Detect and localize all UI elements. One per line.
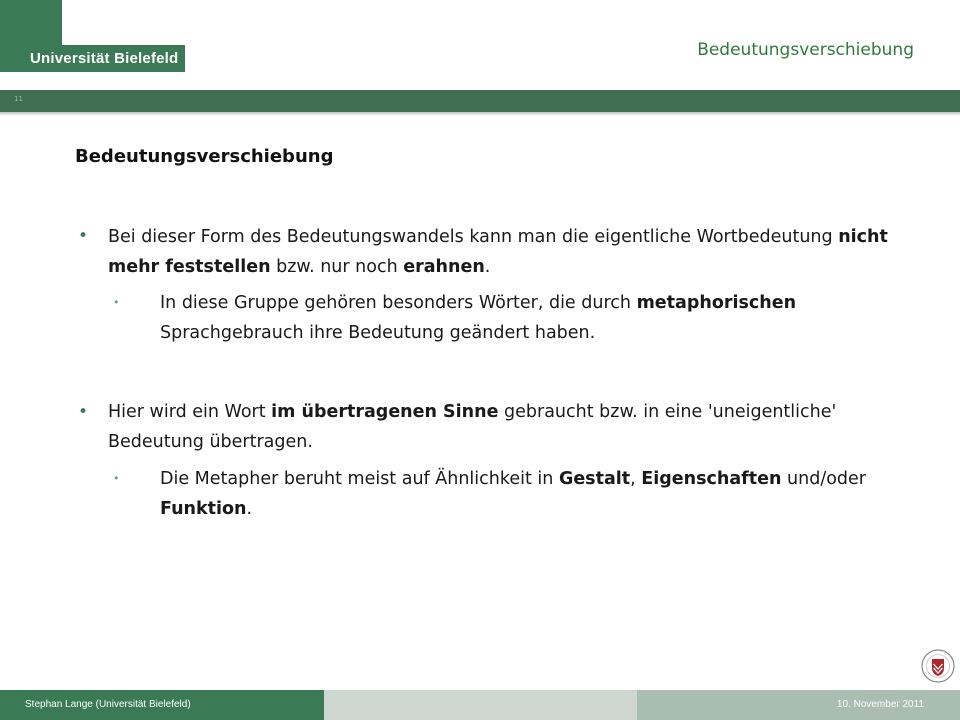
bullet-icon: •	[78, 226, 89, 246]
university-seal-icon	[920, 648, 956, 684]
sub-bullet-icon: •	[113, 472, 120, 485]
footer-date: 10. November 2011	[836, 699, 924, 710]
text-run: und/oder	[781, 469, 866, 489]
text-run: Die Metapher beruht meist auf Ähnlichkeit in	[160, 469, 559, 489]
emphasis-text: im übertragenen Sinne	[271, 402, 499, 422]
bullet-icon: •	[78, 402, 89, 422]
emphasis-text: Eigenschaften	[641, 469, 782, 489]
text-run: .	[484, 257, 491, 277]
sub-bullet-1	[160, 288, 920, 348]
bullet-1	[108, 222, 908, 282]
emphasis-text: Gestalt	[558, 469, 631, 489]
slide-heading: Bedeutungsverschiebung	[75, 146, 334, 167]
text-run: gebraucht bzw. in eine 'uneigentliche' Bedeutung übertragen.	[108, 402, 837, 452]
emphasis-text: erahnen	[403, 257, 485, 277]
text-run: .	[246, 499, 253, 519]
emphasis-text: metaphorischen	[636, 293, 797, 313]
emphasis-text: nicht mehr feststellen	[108, 227, 888, 277]
page-title: Bedeutungsverschiebung	[697, 40, 914, 60]
text-run: bzw. nur noch	[270, 257, 404, 277]
slide-number: 11	[14, 95, 23, 103]
footer-author: Stephan Lange (Universität Bielefeld)	[25, 699, 191, 710]
sub-bullet-icon: •	[113, 296, 120, 309]
text-run: Sprachgebrauch ihre Bedeutung geändert haben.	[160, 323, 596, 343]
emphasis-text: Funktion	[160, 499, 247, 519]
sub-bullet-2	[160, 464, 920, 524]
university-logo-text: Universität Bielefeld	[30, 50, 179, 67]
text-run: Hier wird ein Wort	[108, 402, 272, 422]
footer-middle-bar	[324, 690, 637, 720]
text-run: In diese Gruppe gehören besonders Wörter, die durch	[160, 293, 637, 313]
text-run: Bei dieser Form des Bedeutungswandels kann man die eigentliche Wortbedeutung	[108, 227, 839, 247]
text-run: ,	[630, 469, 642, 489]
bullet-2	[108, 397, 908, 457]
